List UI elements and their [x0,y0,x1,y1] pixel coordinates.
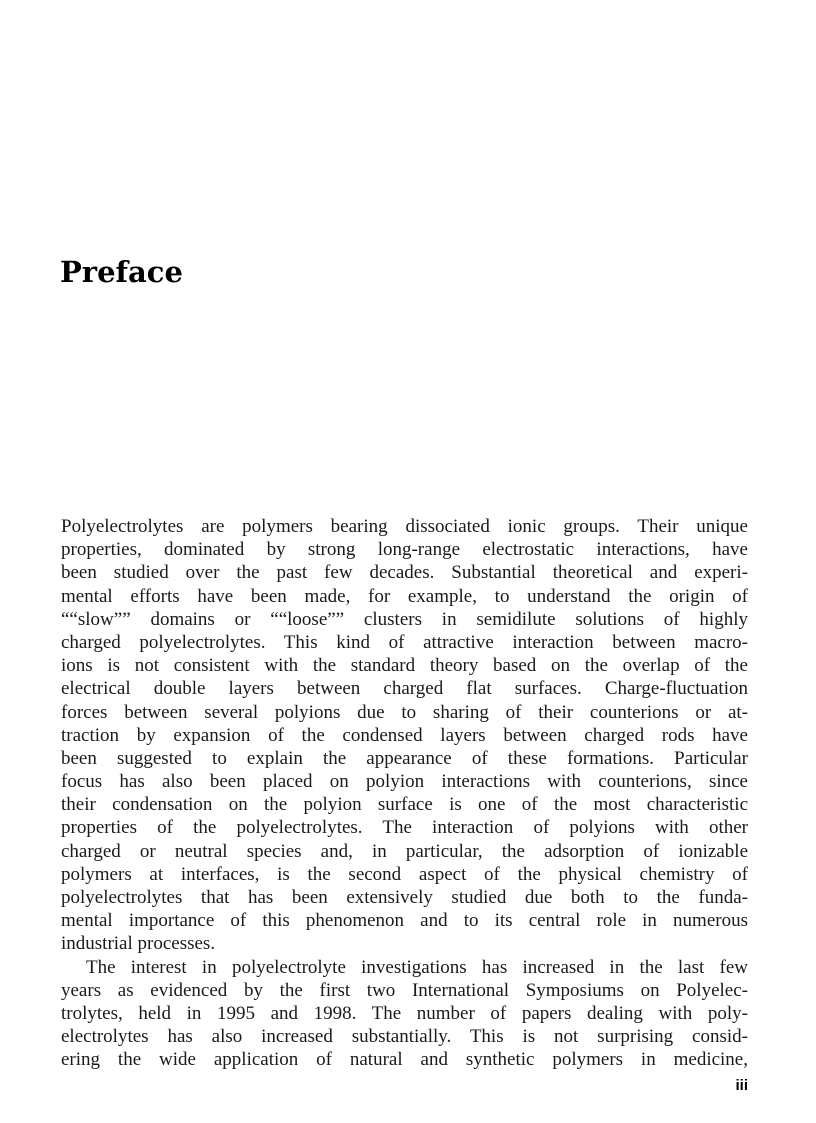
text-line: electrical double layers between charged flat surfaces. Charge-fluctuation [61,678,748,700]
text-line: their condensation on the polyion surface is one of the most characteristic [61,794,748,816]
text-line: Polyelectrolytes are polymers bearing dissociated ionic groups. Their unique [61,516,748,537]
text-line: charged or neutral species and, in particular, the adsorption of ionizable [61,840,748,862]
text-line: ering the wide application of natural and synthetic polymers in medicine, [61,1049,748,1071]
text-line: polyelectrolytes that has been extensively studied due both to the funda- [61,887,748,908]
text-line: trolytes, held in 1995 and 1998. The number of papers dealing with poly- [61,1002,748,1024]
page-title: Preface [60,255,183,289]
text-line: charged polyelectrolytes. This kind of attractive interaction between macro- [61,631,748,653]
text-line: polymers at interfaces, is the second aspect of the physical chemistry of [61,863,748,885]
text-line: focus has also been placed on polyion interactions with counterions, since [61,771,748,793]
text-line: industrial processes. [61,933,216,955]
text-line: forces between several polyions due to sharing of their counterions or at- [61,701,748,723]
text-line: electrolytes has also increased substantially. This is not surprising consid- [61,1026,748,1048]
text-line: mental efforts have been made, for example, to understand the origin of [61,585,748,607]
text-line: mental importance of this phenomenon and to its central role in numerous [61,910,748,932]
text-line: The interest in polyelectrolyte investigations has increased in the last few [86,956,748,978]
text-line: properties of the polyelectrolytes. The interaction of polyions with other [61,817,748,839]
text-line: years as evidenced by the first two International Symposiums on Polyelec- [61,979,748,1001]
text-line: ions is not consistent with the standard theory based on the overlap of the [61,655,748,677]
body-text [61,515,748,1072]
text-line: properties, dominated by strong long-range electrostatic interactions, have [61,539,748,561]
text-line: ““slow”” domains or ““loose”” clusters in semidilute solutions of highly [61,608,748,630]
page-number: iii [735,1077,748,1094]
paragraph-1 [61,515,748,956]
text-line: traction by expansion of the condensed layers between charged rods have [61,724,748,746]
paragraph-2 [61,956,748,1072]
text-line: been studied over the past few decades. Substantial theoretical and experi- [61,562,748,584]
text-line: been suggested to explain the appearance of these formations. Particular [61,747,748,769]
